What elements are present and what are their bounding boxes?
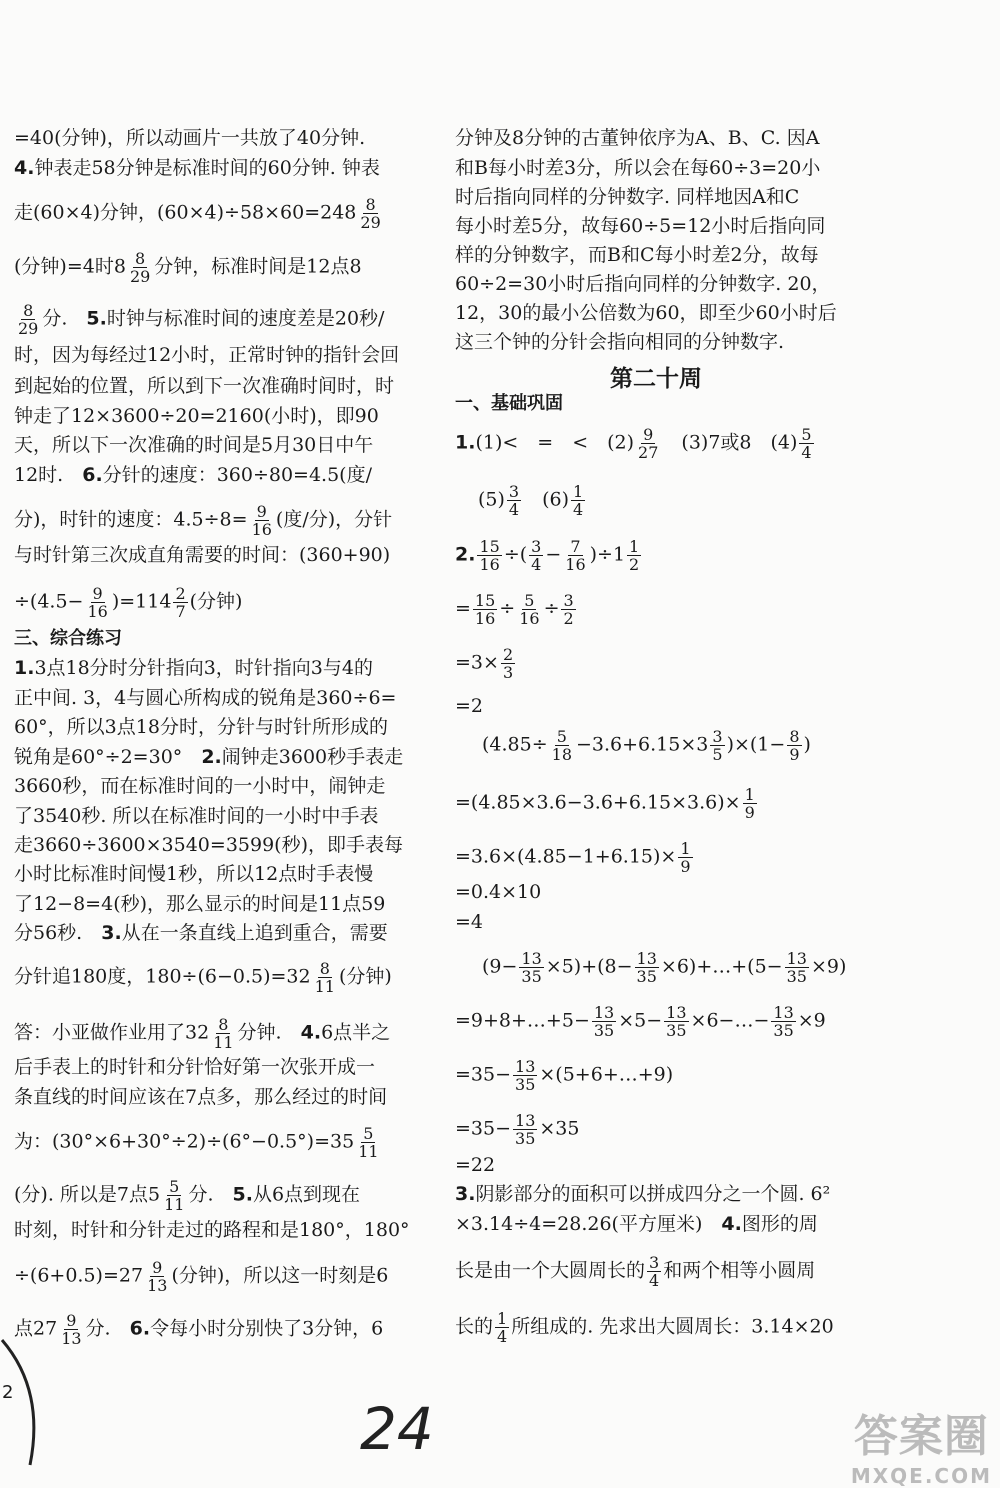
watermark-text: 答案圈 <box>853 1411 989 1462</box>
fraction: $\frac{5}{18}$ <box>551 727 572 764</box>
left-line-s7: 走3660÷3600×3540=3599(秒)，即手表每 <box>14 834 403 856</box>
left-line-s15: 为：(30°×6+30°÷2)÷(6°−0.5°)=35 $\frac{5}{11}$ <box>14 1124 379 1161</box>
fraction: $\frac{13}{35}$ <box>773 1003 794 1040</box>
left-line-3: 走(60×4)分钟，(60×4)÷58×60=248 $\frac{8}{29}$ <box>14 195 381 232</box>
right-g5: =22 <box>455 1154 496 1176</box>
right-q1-cont: (5) $\frac{3}{4}$ (6) $\frac{1}{4}$ <box>478 482 584 519</box>
left-line-s18: ÷(6+0.5)=27 $\frac{9}{13}$ (分钟)，所以这一时刻是6 <box>14 1258 389 1295</box>
right-line-8: 这三个钟的分针会指向相同的分钟数字. <box>455 331 785 353</box>
fraction: $\frac{3}{4}$ <box>508 482 520 519</box>
left-line-s9: 了12−8=4(秒)，那么显示的时间是11点59 <box>14 893 386 915</box>
right-line-1: 分钟及8分钟的古董钟依序为A、B、C. 因A <box>455 127 820 149</box>
fraction: $\frac{8}{11}$ <box>314 959 335 996</box>
left-line-4: (分钟)=4时8 $\frac{8}{29}$ 分钟，标准时间是12点8 <box>14 249 362 286</box>
fraction: $\frac{1}{9}$ <box>680 839 691 876</box>
fraction: $\frac{1}{4}$ <box>573 482 584 519</box>
fraction: $\frac{5}{4}$ <box>801 425 812 462</box>
right-g1: (9− $\frac{13}{35}$ ×5)+(8− $\frac{13}{35}$ ×6)+…+(5− $\frac{13}{35}$ ×9) <box>482 949 847 986</box>
left-line-s2: 正中间. 3，4与圆心所构成的锐角是360÷6= <box>14 687 397 709</box>
left-line-s16: (分). 所以是7点5 $\frac{5}{11}$ 分. 5.从6点到现在 <box>14 1177 361 1214</box>
fraction: $\frac{13}{35}$ <box>666 1003 687 1040</box>
fraction: $\frac{3}{5}$ <box>712 727 723 764</box>
right-line-7: 12，30的最小公倍数为60，即至少60小时后 <box>455 302 837 324</box>
fraction: $\frac{3}{2}$ <box>563 591 574 628</box>
left-line-s19: 点27 $\frac{9}{13}$ 分. 6.令每小时分别快了3分钟，6 <box>14 1311 384 1348</box>
right-q3: 3.阴影部分的面积可以拼成四分之一个圆. 6² <box>455 1183 831 1205</box>
left-line-2: 4.钟表走58分钟是标准时间的60分钟. 钟表 <box>14 157 380 179</box>
page-heading: 第二十周 <box>610 366 702 392</box>
right-e5: =4 <box>455 911 484 933</box>
fraction: $\frac{5}{11}$ <box>358 1124 379 1161</box>
right-q4: 长是由一个大圆周长的 $\frac{3}{4}$ 和两个相等小圆周 <box>455 1253 816 1290</box>
page-number: 2 <box>2 1382 14 1403</box>
left-line-7: 到起始的位置，所以到下一次准确时间时，时 <box>14 375 395 397</box>
left-line-s12: 答：小亚做作业用了32 $\frac{8}{11}$ 分钟. 4.6点半之 <box>14 1015 391 1052</box>
right-q2: 2. $\frac{15}{16}$ ÷( $\frac{3}{4}$ − $\frac{7}{16}$ )÷1 $\frac{1}{2}$ <box>455 537 640 574</box>
fraction: $\frac{3}{4}$ <box>531 537 542 574</box>
handwritten-number: 24 <box>360 1395 434 1463</box>
fraction: $\frac{2}{7}$ <box>175 584 186 621</box>
fraction: $\frac{8}{29}$ <box>360 195 381 232</box>
watermark-url: MXQE.COM <box>850 1464 992 1488</box>
fraction: $\frac{9}{13}$ <box>147 1258 168 1295</box>
left-line-6: 时，因为每经过12小时，正常时钟的指针会回 <box>14 344 400 366</box>
left-line-s14: 条直线的时间应该在7点多，那么经过的时间 <box>14 1086 388 1108</box>
left-line-12: 与时针第三次成直角需要的时间：(360+90) <box>14 544 391 566</box>
left-line-11: 分)，时针的速度：4.5÷8= $\frac{9}{16}$ (度/分)，分针 <box>14 502 393 539</box>
fraction: $\frac{1}{9}$ <box>744 785 755 822</box>
right-q2-step2: =3× $\frac{2}{3}$ <box>455 645 514 682</box>
fraction: $\frac{1}{4}$ <box>497 1309 508 1346</box>
left-line-s4: 锐角是60°÷2=30° 2.闹钟走3600秒手表走 <box>14 746 404 768</box>
left-line-s10: 分56秒. 3.从在一条直线上追到重合，需要 <box>14 922 388 944</box>
right-g2: =9+8+…+5− $\frac{13}{35}$ ×5− $\frac{13}{35}$ ×6−…− $\frac{13}{35}$ ×9 <box>455 1003 826 1040</box>
left-line-s17: 时刻，时针和分针走过的路程和是180°，180° <box>14 1219 410 1241</box>
fraction: $\frac{9}{13}$ <box>61 1311 82 1348</box>
right-e2: =(4.85×3.6−3.6+6.15×3.6)× $\frac{1}{9}$ <box>455 785 755 822</box>
fraction: $\frac{13}{35}$ <box>515 1057 536 1094</box>
fraction: $\frac{13}{35}$ <box>521 949 542 986</box>
left-line-s1: 1.3点18分时分针指向3，时针指向3与4的 <box>14 657 373 679</box>
section-heading-3: 三、综合练习 <box>14 628 122 649</box>
section-heading-1: 一、基础巩固 <box>455 393 563 414</box>
right-q4-cont: 长的 $\frac{1}{4}$ 所组成的. 先求出大圆周长：3.14×20 <box>455 1309 834 1346</box>
left-line-s8: 小时比标准时间慢1秒，所以12点时手表慢 <box>14 863 374 885</box>
fraction: $\frac{13}{35}$ <box>636 949 657 986</box>
right-line-6: 60÷2=30小时后指向同样的分钟数字. 20， <box>455 273 831 295</box>
left-line-s5: 3660秒，而在标准时间的一小时中，闹钟走 <box>14 775 386 797</box>
left-line-13: ÷(4.5− $\frac{9}{16}$ )=114 $\frac{2}{7}$ (分钟) <box>14 584 243 621</box>
right-line-2: 和B每小时差3分，所以会在每60÷3=20小 <box>455 157 821 179</box>
fraction: $\frac{8}{11}$ <box>213 1015 234 1052</box>
left-line-s11: 分针追180度，180÷(6−0.5)=32 $\frac{8}{11}$ (分钟) <box>14 959 392 996</box>
fraction: $\frac{2}{3}$ <box>502 645 514 682</box>
right-e1: (4.85÷ $\frac{5}{18}$ −3.6+6.15×3 $\frac{3}{5}$ )×(1− $\frac{8}{9}$ ) <box>482 727 811 764</box>
fraction: $\frac{15}{16}$ <box>479 537 500 574</box>
fraction: $\frac{1}{2}$ <box>629 537 640 574</box>
fraction: $\frac{13}{35}$ <box>515 1111 536 1148</box>
fraction: $\frac{8}{9}$ <box>789 727 800 764</box>
right-q2-step1: = $\frac{15}{16}$ ÷ $\frac{5}{16}$ ÷ $\frac{3}{2}$ <box>455 591 574 628</box>
right-q3-cont: ×3.14÷4=28.26(平方厘米) 4.图形的周 <box>455 1213 818 1235</box>
right-q1: 1.(1)< = < (2) $\frac{9}{27}$ (3)7或8 (4) $\frac{5}{4}$ <box>455 425 812 462</box>
fraction: $\frac{15}{16}$ <box>474 591 496 628</box>
fraction: $\frac{9}{16}$ <box>251 502 272 539</box>
right-line-5: 样的分钟数字，而B和C每小时差2分，故每 <box>455 244 819 266</box>
left-line-1: =40(分钟)，所以动画片一共放了40分钟. <box>14 127 366 149</box>
right-g4: =35− $\frac{13}{35}$ ×35 <box>455 1111 580 1148</box>
right-e3: =3.6×(4.85−1+6.15)× $\frac{1}{9}$ <box>455 839 691 876</box>
fraction: $\frac{13}{35}$ <box>593 1003 615 1040</box>
left-line-9: 天，所以下一次准确的时间是5月30日中午 <box>14 434 374 456</box>
right-g3: =35− $\frac{13}{35}$ ×(5+6+…+9) <box>455 1057 674 1094</box>
fraction: $\frac{5}{16}$ <box>519 591 540 628</box>
left-line-5: $\frac{8}{29}$ 分. 5.时钟与标准时间的速度差是20秒/ <box>18 301 385 338</box>
left-line-s3: 60°，所以3点18分时，分针与时针所形成的 <box>14 716 388 738</box>
fraction: $\frac{8}{29}$ <box>18 301 39 338</box>
fraction: $\frac{8}{29}$ <box>129 249 151 286</box>
right-line-4: 每小时差5分，故每60÷5=12小时后指向同 <box>455 215 826 237</box>
right-e4: =0.4×10 <box>455 881 542 903</box>
fraction: $\frac{5}{11}$ <box>164 1177 185 1214</box>
left-line-s6: 了3540秒. 所以在标准时间的一小时中手表 <box>14 805 379 827</box>
left-line-8: 钟走了12×3600÷20=2160(小时)，即90 <box>14 405 379 427</box>
fraction: $\frac{13}{35}$ <box>786 949 807 986</box>
right-line-3: 时后指向同样的分钟数字. 同样地因A和C <box>455 186 800 208</box>
left-line-s13: 后手表上的时针和分针恰好第一次张开成一 <box>14 1056 376 1078</box>
fraction: $\frac{3}{4}$ <box>649 1253 660 1290</box>
watermark <box>851 1400 992 1488</box>
left-line-10: 12时. 6.分针的速度：360÷80=4.5(度/ <box>14 464 372 486</box>
fraction: $\frac{9}{16}$ <box>87 584 108 621</box>
fraction: $\frac{7}{16}$ <box>565 537 586 574</box>
fraction: $\frac{9}{27}$ <box>638 425 659 462</box>
right-q2-step3: =2 <box>455 695 484 717</box>
